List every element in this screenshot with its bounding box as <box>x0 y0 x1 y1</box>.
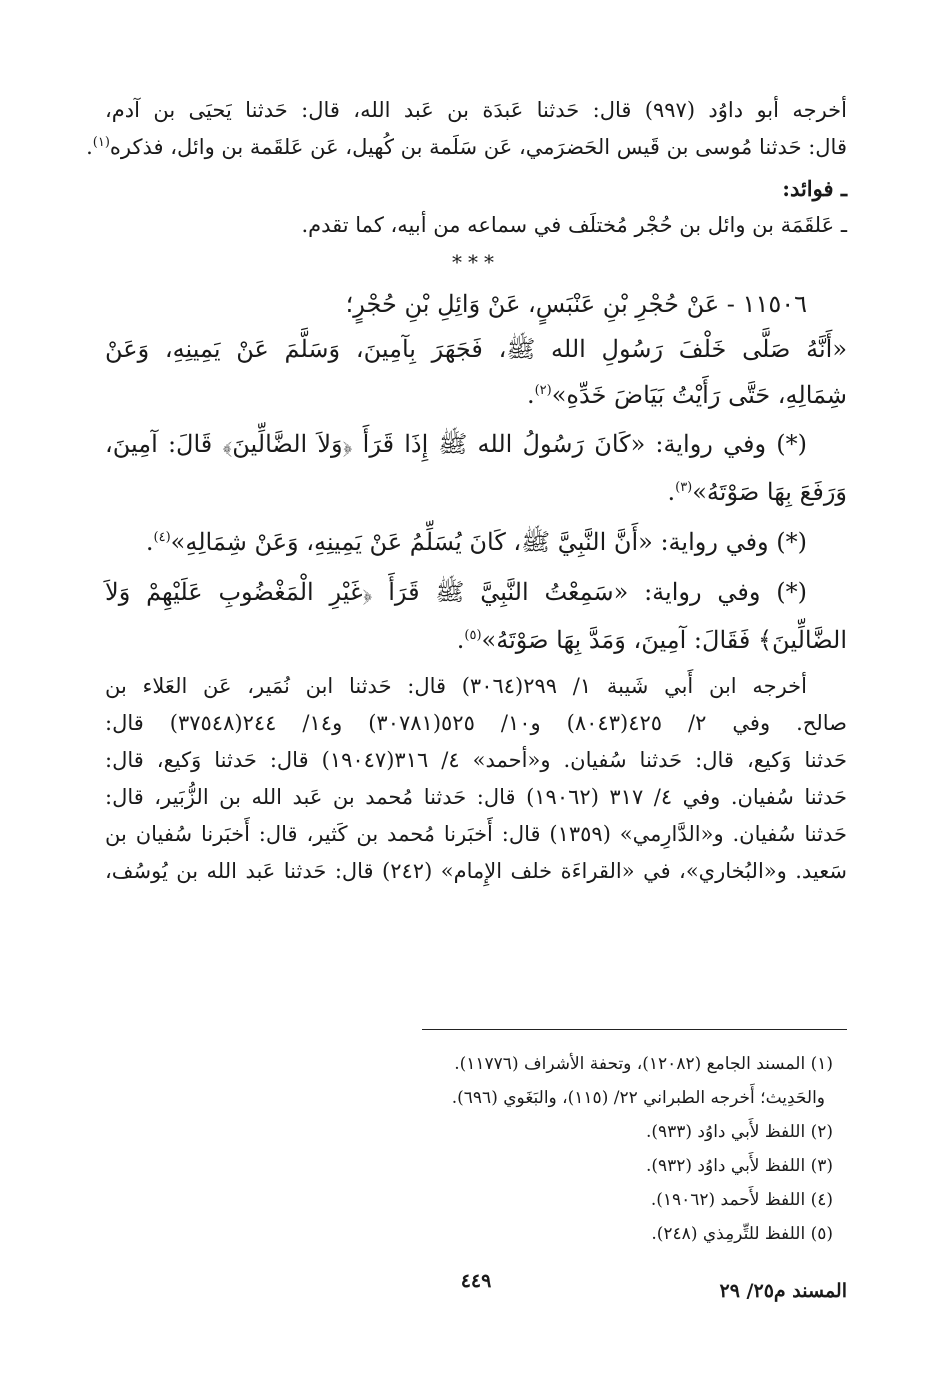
footnote: (٣) اللفظ لأَبي داوُد (٩٣٢). <box>645 1156 833 1176</box>
riwaya-line: الضَّالِّينَ﴾ فَقَالَ: آمِينَ، وَمَدَّ بِهَا صَوْتَهُ»$^{(٥)}$. <box>456 626 847 654</box>
footnote-ref: (٥) <box>464 628 482 643</box>
footnote-ref: (١) <box>92 135 110 150</box>
riwaya-line: (*) وفي رواية: «أَنَّ النَّبِيَّ ﷺ، كَانَ يُسَلِّمُ عَنْ يَمِينِهِ، وَعَنْ شِمَالِهِ»$^{(٤)}$. <box>145 528 807 556</box>
page-number: ٤٤٩ <box>460 1270 492 1292</box>
takhrij-line: سَعيد. و«البُخاري»، في «القراءَة خلف الإِمام» (٢٤٢) قال: حَدثنا عَبد الله بن يُوسُف، <box>105 859 847 883</box>
footnote-ref: (٢) <box>534 383 552 398</box>
text-line: ـ عَلقَمَة بن وائل بن حُجْر مُختلَف في سماعه من أبيه، كما تقدم. <box>301 213 847 237</box>
page-footer <box>105 1270 847 1310</box>
footnote-ref: (٣) <box>675 480 693 495</box>
footnote: (٥) اللفظ للتِّرمِذي (٢٤٨). <box>651 1224 833 1244</box>
page <box>86 92 847 1328</box>
footnote: (٢) اللفظ لأَبي داوُد (٩٣٣). <box>645 1122 833 1142</box>
hadith-line: شِمَالِهِ، حَتَّى رَأَيْتُ بَيَاضَ خَدِّهِ»$^{(٢)}$. <box>526 381 847 409</box>
text-line: أخرجه أبو داوُد (٩٩٧) قال: حَدثنا عَبدَة بن عَبد الله، قال: حَدثنا يَحيَى بن آدم، <box>105 98 847 122</box>
signature-mark: المسند م٢٥/ ٢٩ <box>719 1280 847 1302</box>
separator-stars: *** <box>452 250 500 274</box>
footnote: والحَدِيث؛ أَخرجه الطبراني ٢٢/ (١١٥)، والبَغَوي (٦٩٦). <box>451 1088 825 1108</box>
hadith-heading: ١١٥٠٦ - عَنْ حُجْرِ بْنِ عَنْبَسٍ، عَنْ وَائِلِ بْنِ حُجْرٍ؛ <box>345 290 807 318</box>
footnote-separator <box>422 1029 847 1030</box>
riwaya-line: وَرَفَعَ بِهَا صَوْتَهُ»$^{(٣)}$. <box>667 478 847 506</box>
riwaya-line: (*) وفي رواية: «سَمِعْتُ النَّبِيَّ ﷺ قَرَأَ ﴿غَيْرِ الْمَغْضُوبِ عَلَيْهِمْ وَلاَ <box>105 578 807 606</box>
takhrij-line: حَدثنا سُفيان. و«الدَّارِمي» (١٣٥٩) قال: أَخبَرنا مُحمد بن كَثير، قال: أَخبَرنا سُفيان بن <box>105 822 847 846</box>
footnotes <box>105 1047 847 1251</box>
hadith-line: «أَنَّهُ صَلَّى خَلْفَ رَسُولِ الله ﷺ، فَجَهَرَ بِآمِينَ، وَسَلَّمَ عَنْ يَمِينِهِ، وَعَنْ <box>105 335 847 363</box>
footnote-ref: (٤) <box>153 530 171 545</box>
section-heading: ـ فوائد: <box>782 176 847 201</box>
riwaya-line: (*) وفي رواية: «كَانَ رَسُولُ الله ﷺ إِذَا قَرَأَ ﴿وَلاَ الضَّالِّينَ﴾ قَالَ: آمِينَ، <box>105 430 807 458</box>
takhrij-line: حَدثنا وَكيع، قال: حَدثنا سُفيان. و«أحمد» ٤/ ٣١٦(١٩٠٤٧) قال: حَدثنا وَكيع، قال: <box>105 748 847 772</box>
footnote: (١) المسند الجامع (١٢٠٨٢)، وتحفة الأشراف (١١٧٧٦). <box>454 1054 833 1074</box>
takhrij-line: أخرجه ابن أَبي شَيبة ١/ ٢٩٩(٣٠٦٤) قال: حَدثنا ابن نُمَير، عَن العَلاء بن <box>105 674 807 698</box>
takhrij-line: حَدثنا سُفيان. وفي ٤/ ٣١٧ (١٩٠٦٢) قال: حَدثنا مُحمد بن عَبد الله بن الزُّبَير، قال: <box>105 785 847 809</box>
footnote: (٤) اللفظ لأَحمد (١٩٠٦٢). <box>650 1190 833 1210</box>
takhrij-line: صالح. وفي ٢/ ٤٢٥(٨٠٤٣) و١٠/ ٥٢٥(٣٠٧٨١) و١٤/ ٢٤٤(٣٧٥٤٨) قال: <box>105 711 847 735</box>
text-line: قال: حَدثنا مُوسى بن قَيس الحَضرَمي، عَن سَلَمة بن كُهيل، عَن عَلقَمة بن وائل، فذكره$^{(١)}$. <box>86 135 847 159</box>
